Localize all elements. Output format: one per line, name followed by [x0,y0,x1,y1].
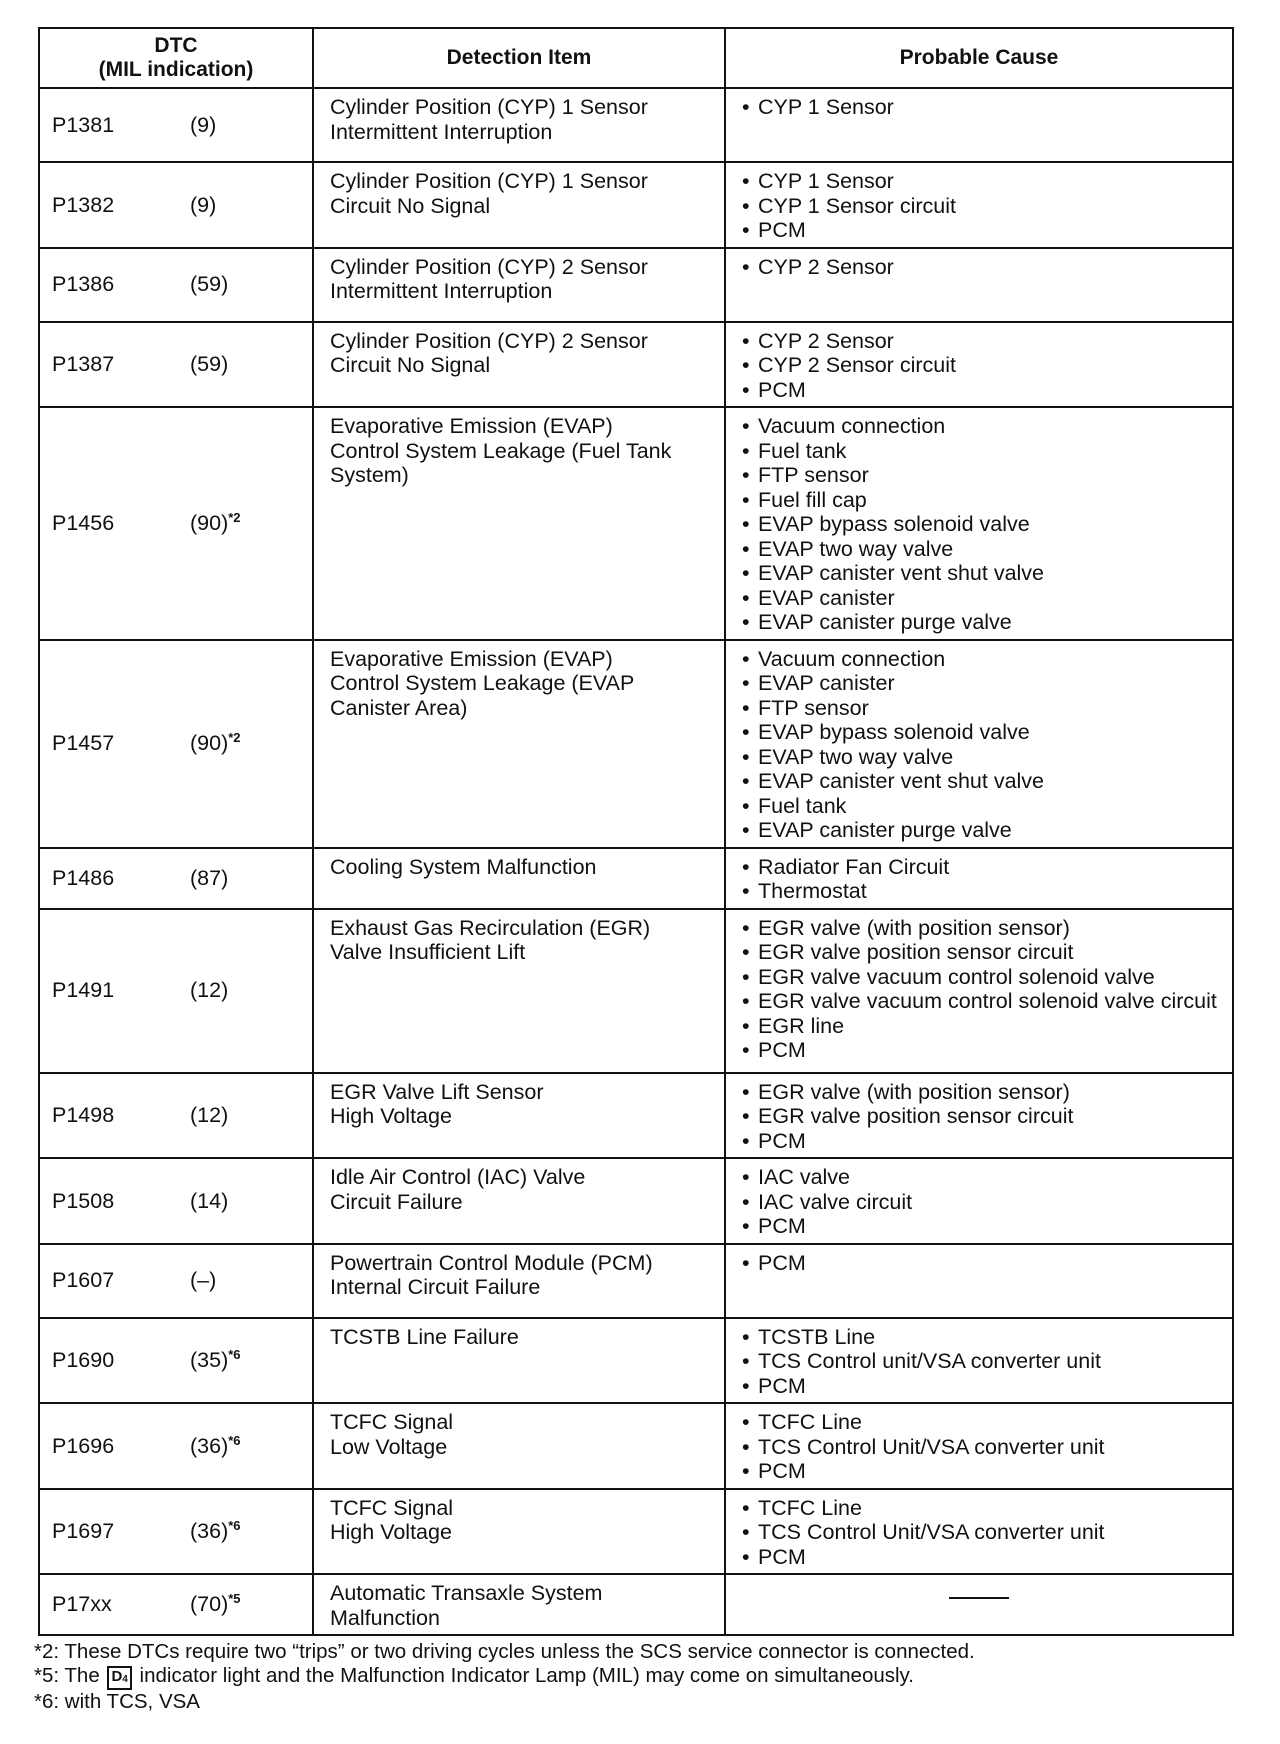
cause-list [726,1074,1232,1158]
dtc-code: P1491 [52,978,115,1003]
detection-item-cell [313,248,725,322]
dtc-code: P17xx [52,1592,112,1617]
cause-item: • CYP 2 Sensor circuit [742,353,1224,378]
probable-cause-cell [725,1403,1233,1489]
detection-item-cell [313,88,725,162]
dtc-cell [39,848,313,909]
mil-indication [190,978,228,1003]
detection-item-cell [313,1073,725,1159]
dtc-table [38,27,1234,1636]
cause-list [726,249,1232,284]
dtc-cell [39,1489,313,1575]
cause-item: • PCM [742,1214,1224,1239]
dtc-code: P1690 [52,1348,115,1372]
mil-indication [190,193,216,218]
mil-indication [190,511,241,536]
mil-indication [190,352,228,377]
footnote-ref: *5 [228,1591,241,1607]
footnote-ref: *6 [228,1346,241,1362]
detection-item-cell [313,162,725,248]
detection-item-text: Cylinder Position (CYP) 2 Sensor Intermittent Interruption [330,254,648,303]
cause-list [726,323,1232,407]
mil-indication [190,731,241,756]
cause-list [726,910,1232,1067]
mil-value: (–) [190,1268,217,1293]
cause-item: • PCM [742,1459,1224,1484]
footnotes [34,1640,1254,1714]
cause-item: • EVAP bypass solenoid valve [742,720,1224,745]
dtc-header-line2: (MIL indication) [98,58,254,81]
dtc-cell [39,1318,313,1404]
cause-list [726,1404,1232,1488]
probable-cause-cell [725,848,1233,909]
cause-list [726,163,1232,247]
table-header-row [39,28,1233,88]
cause-item: • EVAP canister purge valve [742,818,1224,843]
probable-cause-cell [725,88,1233,162]
cause-item: • EVAP two way valve [742,745,1224,770]
mil-indication [190,1434,241,1459]
footnote-5-end: indicator light and the Malfunction Indicator Lamp (MIL) may come on simultaneously. [139,1664,914,1687]
cause-item: • EVAP canister vent shut valve [742,769,1224,794]
cause-item: • TCS Control Unit/VSA converter unit [742,1435,1224,1460]
d4-icon-sub: 4 [122,1674,128,1685]
footnote-2: *2: These DTCs require two “trips” or two driving cycles unless the SCS service connector is connected. [34,1640,975,1663]
cause-item: • Fuel fill cap [742,488,1224,513]
detection-item-text: Powertrain Control Module (PCM) Internal Circuit Failure [330,1250,653,1299]
dtc-code: P1456 [52,511,115,535]
cause-item: • EGR valve position sensor circuit [742,940,1224,965]
dtc-code: P1457 [52,731,115,756]
cause-item: • TCFC Line [742,1410,1224,1435]
mil-value: (90) [190,731,229,756]
d4-indicator-icon [107,1666,131,1690]
detection-item-text: Cooling System Malfunction [330,854,597,879]
dtc-code: P1381 [52,112,115,137]
mil-value: (14) [190,1188,229,1213]
cause-list [726,641,1232,847]
mil-indication [190,1348,241,1373]
cause-item: • EGR valve position sensor circuit [742,1104,1224,1129]
cause-item: • PCM [742,218,1224,243]
probable-cause-cell [725,1073,1233,1159]
dtc-cell [39,909,313,1073]
cause-item: • FTP sensor [742,463,1224,488]
footnote-ref: *2 [228,730,241,746]
cause-item: • IAC valve circuit [742,1190,1224,1215]
mil-value: (70) [190,1592,229,1617]
mil-indication [190,1592,241,1617]
detection-item-text: Cylinder Position (CYP) 1 Sensor Intermittent Interruption [330,95,648,144]
detection-item-text: TCFC Signal Low Voltage [330,1410,454,1459]
cause-item: • EVAP bypass solenoid valve [742,512,1224,537]
dtc-code: P1486 [52,865,115,890]
mil-indication [190,272,228,297]
cause-item: • TCS Control unit/VSA converter unit [742,1349,1224,1374]
probable-cause-cell [725,1158,1233,1244]
probable-cause-cell [725,909,1233,1073]
table-row [39,407,1233,640]
mil-indication [190,1189,228,1214]
cause-item: • EVAP two way valve [742,537,1224,562]
probable-cause-cell [725,640,1233,848]
table-row [39,1158,1233,1244]
cause-item: • PCM [742,1038,1224,1063]
cause-item: • EGR valve (with position sensor) [742,1080,1224,1105]
detection-item-text: TCSTB Line Failure [330,1324,519,1349]
probable-cause-cell [725,1318,1233,1404]
table-row [39,1073,1233,1159]
footnote-ref: *6 [228,1432,241,1448]
table-row [39,848,1233,909]
cause-item: • Vacuum connection [742,414,1224,439]
cause-item: • FTP sensor [742,696,1224,721]
table-row [39,88,1233,162]
table-body [39,88,1233,1635]
cause-item: • Fuel tank [742,794,1224,819]
detection-item-text: EGR Valve Lift Sensor High Voltage [330,1079,544,1128]
detection-item-text: Evaporative Emission (EVAP) Control System Leakage (EVAP Canister Area) [330,646,635,720]
mil-value: (59) [190,352,229,376]
cause-item: • EGR valve (with position sensor) [742,916,1224,941]
cause-item: • PCM [742,1129,1224,1154]
cause-list [726,1319,1232,1403]
cause-item: • PCM [742,1545,1224,1570]
detection-item-text: Evaporative Emission (EVAP) Control System Leakage (Fuel Tank System) [330,414,672,487]
mil-value: (12) [190,978,229,1003]
cause-item: • Thermostat [742,879,1224,904]
mil-value: (9) [190,112,217,137]
cause-list [726,408,1232,639]
dtc-cell [39,1244,313,1318]
detection-item-cell [313,909,725,1073]
cause-item: • TCSTB Line [742,1325,1224,1350]
cause-item: • EVAP canister [742,586,1224,611]
cause-item: • Fuel tank [742,439,1224,464]
table-row [39,1574,1233,1635]
cause-item: • EVAP canister purge valve [742,610,1224,635]
dtc-code: P1696 [52,1433,115,1458]
mil-indication [190,866,228,891]
detection-item-cell [313,1244,725,1318]
probable-cause-cell [725,1574,1233,1635]
no-cause-dash [949,1597,1009,1599]
table-row [39,640,1233,848]
detection-item-text: Idle Air Control (IAC) Valve Circuit Failure [330,1165,586,1214]
detection-item-text: Automatic Transaxle System Malfunction [330,1581,603,1630]
detection-item-text: Cylinder Position (CYP) 2 Sensor Circuit No Signal [330,328,648,377]
dtc-column-header [39,28,313,88]
cause-list [726,1245,1232,1280]
detection-item-cell [313,848,725,909]
footnote-6: *6: with TCS, VSA [34,1690,200,1713]
detection-item-cell [313,640,725,848]
detection-item-cell [313,407,725,640]
dtc-code: P1386 [52,272,115,297]
cause-list [726,1490,1232,1574]
detection-item-cell [313,1158,725,1244]
dtc-cell [39,162,313,248]
detection-item-cell [313,1318,725,1404]
probable-cause-cell [725,1244,1233,1318]
probable-cause-cell [725,162,1233,248]
cause-item: • PCM [742,1251,1224,1276]
cause-list [726,849,1232,908]
dtc-cell [39,248,313,322]
cause-item: • CYP 1 Sensor [742,95,1224,120]
footnote-ref: *6 [228,1517,241,1533]
mil-indication [190,1519,241,1544]
probable-cause-column-header: Probable Cause [725,28,1233,88]
cause-item: • CYP 2 Sensor [742,255,1224,280]
detection-item-cell [313,1489,725,1575]
detection-item-column-header: Detection Item [313,28,725,88]
footnote-ref: *2 [228,509,241,525]
probable-cause-cell [725,1489,1233,1575]
cause-item: • TCS Control Unit/VSA converter unit [742,1520,1224,1545]
mil-indication [190,1268,216,1293]
dtc-code: P1607 [52,1268,115,1293]
cause-list [726,89,1232,124]
detection-item-cell [313,1403,725,1489]
table-row [39,1244,1233,1318]
dtc-cell [39,640,313,848]
detection-item-text: Exhaust Gas Recirculation (EGR) Valve Insufficient Lift [330,915,651,964]
dtc-cell [39,1403,313,1489]
footnote-5 [34,1664,1254,1690]
dtc-cell [39,322,313,408]
dtc-cell [39,88,313,162]
cause-item: • CYP 1 Sensor [742,169,1224,194]
table-row [39,1403,1233,1489]
cause-item: • Radiator Fan Circuit [742,855,1224,880]
table-row [39,248,1233,322]
table-row [39,1489,1233,1575]
mil-value: (36) [190,1519,229,1543]
dtc-code: P1697 [52,1519,115,1543]
cause-item: • TCFC Line [742,1496,1224,1521]
dtc-code: P1508 [52,1188,115,1213]
probable-cause-cell [725,322,1233,408]
cause-item: • EVAP canister vent shut valve [742,561,1224,586]
mil-value: (35) [190,1348,229,1372]
cause-item: • CYP 2 Sensor [742,329,1224,354]
footnote-5-start: *5: The [34,1664,100,1687]
d4-icon-letter: D [111,1668,123,1685]
mil-value: (36) [190,1433,229,1458]
mil-value: (9) [190,192,217,217]
cause-item: • EVAP canister [742,671,1224,696]
detection-item-cell [313,322,725,408]
cause-item: • EGR valve vacuum control solenoid valve [742,965,1224,990]
dtc-code: P1382 [52,192,115,217]
cause-item: • PCM [742,378,1224,403]
cause-item: • EGR valve vacuum control solenoid valve circuit [742,989,1224,1014]
table-row [39,909,1233,1073]
mil-value: (87) [190,865,229,890]
cause-item: • CYP 1 Sensor circuit [742,194,1224,219]
table-row [39,162,1233,248]
mil-value: (90) [190,511,229,535]
cause-item: • PCM [742,1374,1224,1399]
detection-item-text: Cylinder Position (CYP) 1 Sensor Circuit No Signal [330,169,648,218]
mil-indication [190,113,216,138]
detection-item-text: TCFC Signal High Voltage [330,1495,454,1544]
mil-indication [190,1103,228,1128]
mil-value: (12) [190,1103,229,1127]
dtc-header-line1: DTC [154,34,198,57]
dtc-cell [39,1158,313,1244]
table-row [39,1318,1233,1404]
probable-cause-cell [725,407,1233,640]
mil-value: (59) [190,272,229,297]
detection-item-cell [313,1574,725,1635]
probable-cause-cell [725,248,1233,322]
dtc-cell [39,1073,313,1159]
dtc-cell [39,1574,313,1635]
dtc-cell [39,407,313,640]
table-row [39,322,1233,408]
dtc-code: P1387 [52,352,115,376]
cause-item: • IAC valve [742,1165,1224,1190]
cause-item: • Vacuum connection [742,647,1224,672]
dtc-code: P1498 [52,1103,115,1127]
cause-list [726,1159,1232,1243]
cause-item: • EGR line [742,1014,1224,1039]
